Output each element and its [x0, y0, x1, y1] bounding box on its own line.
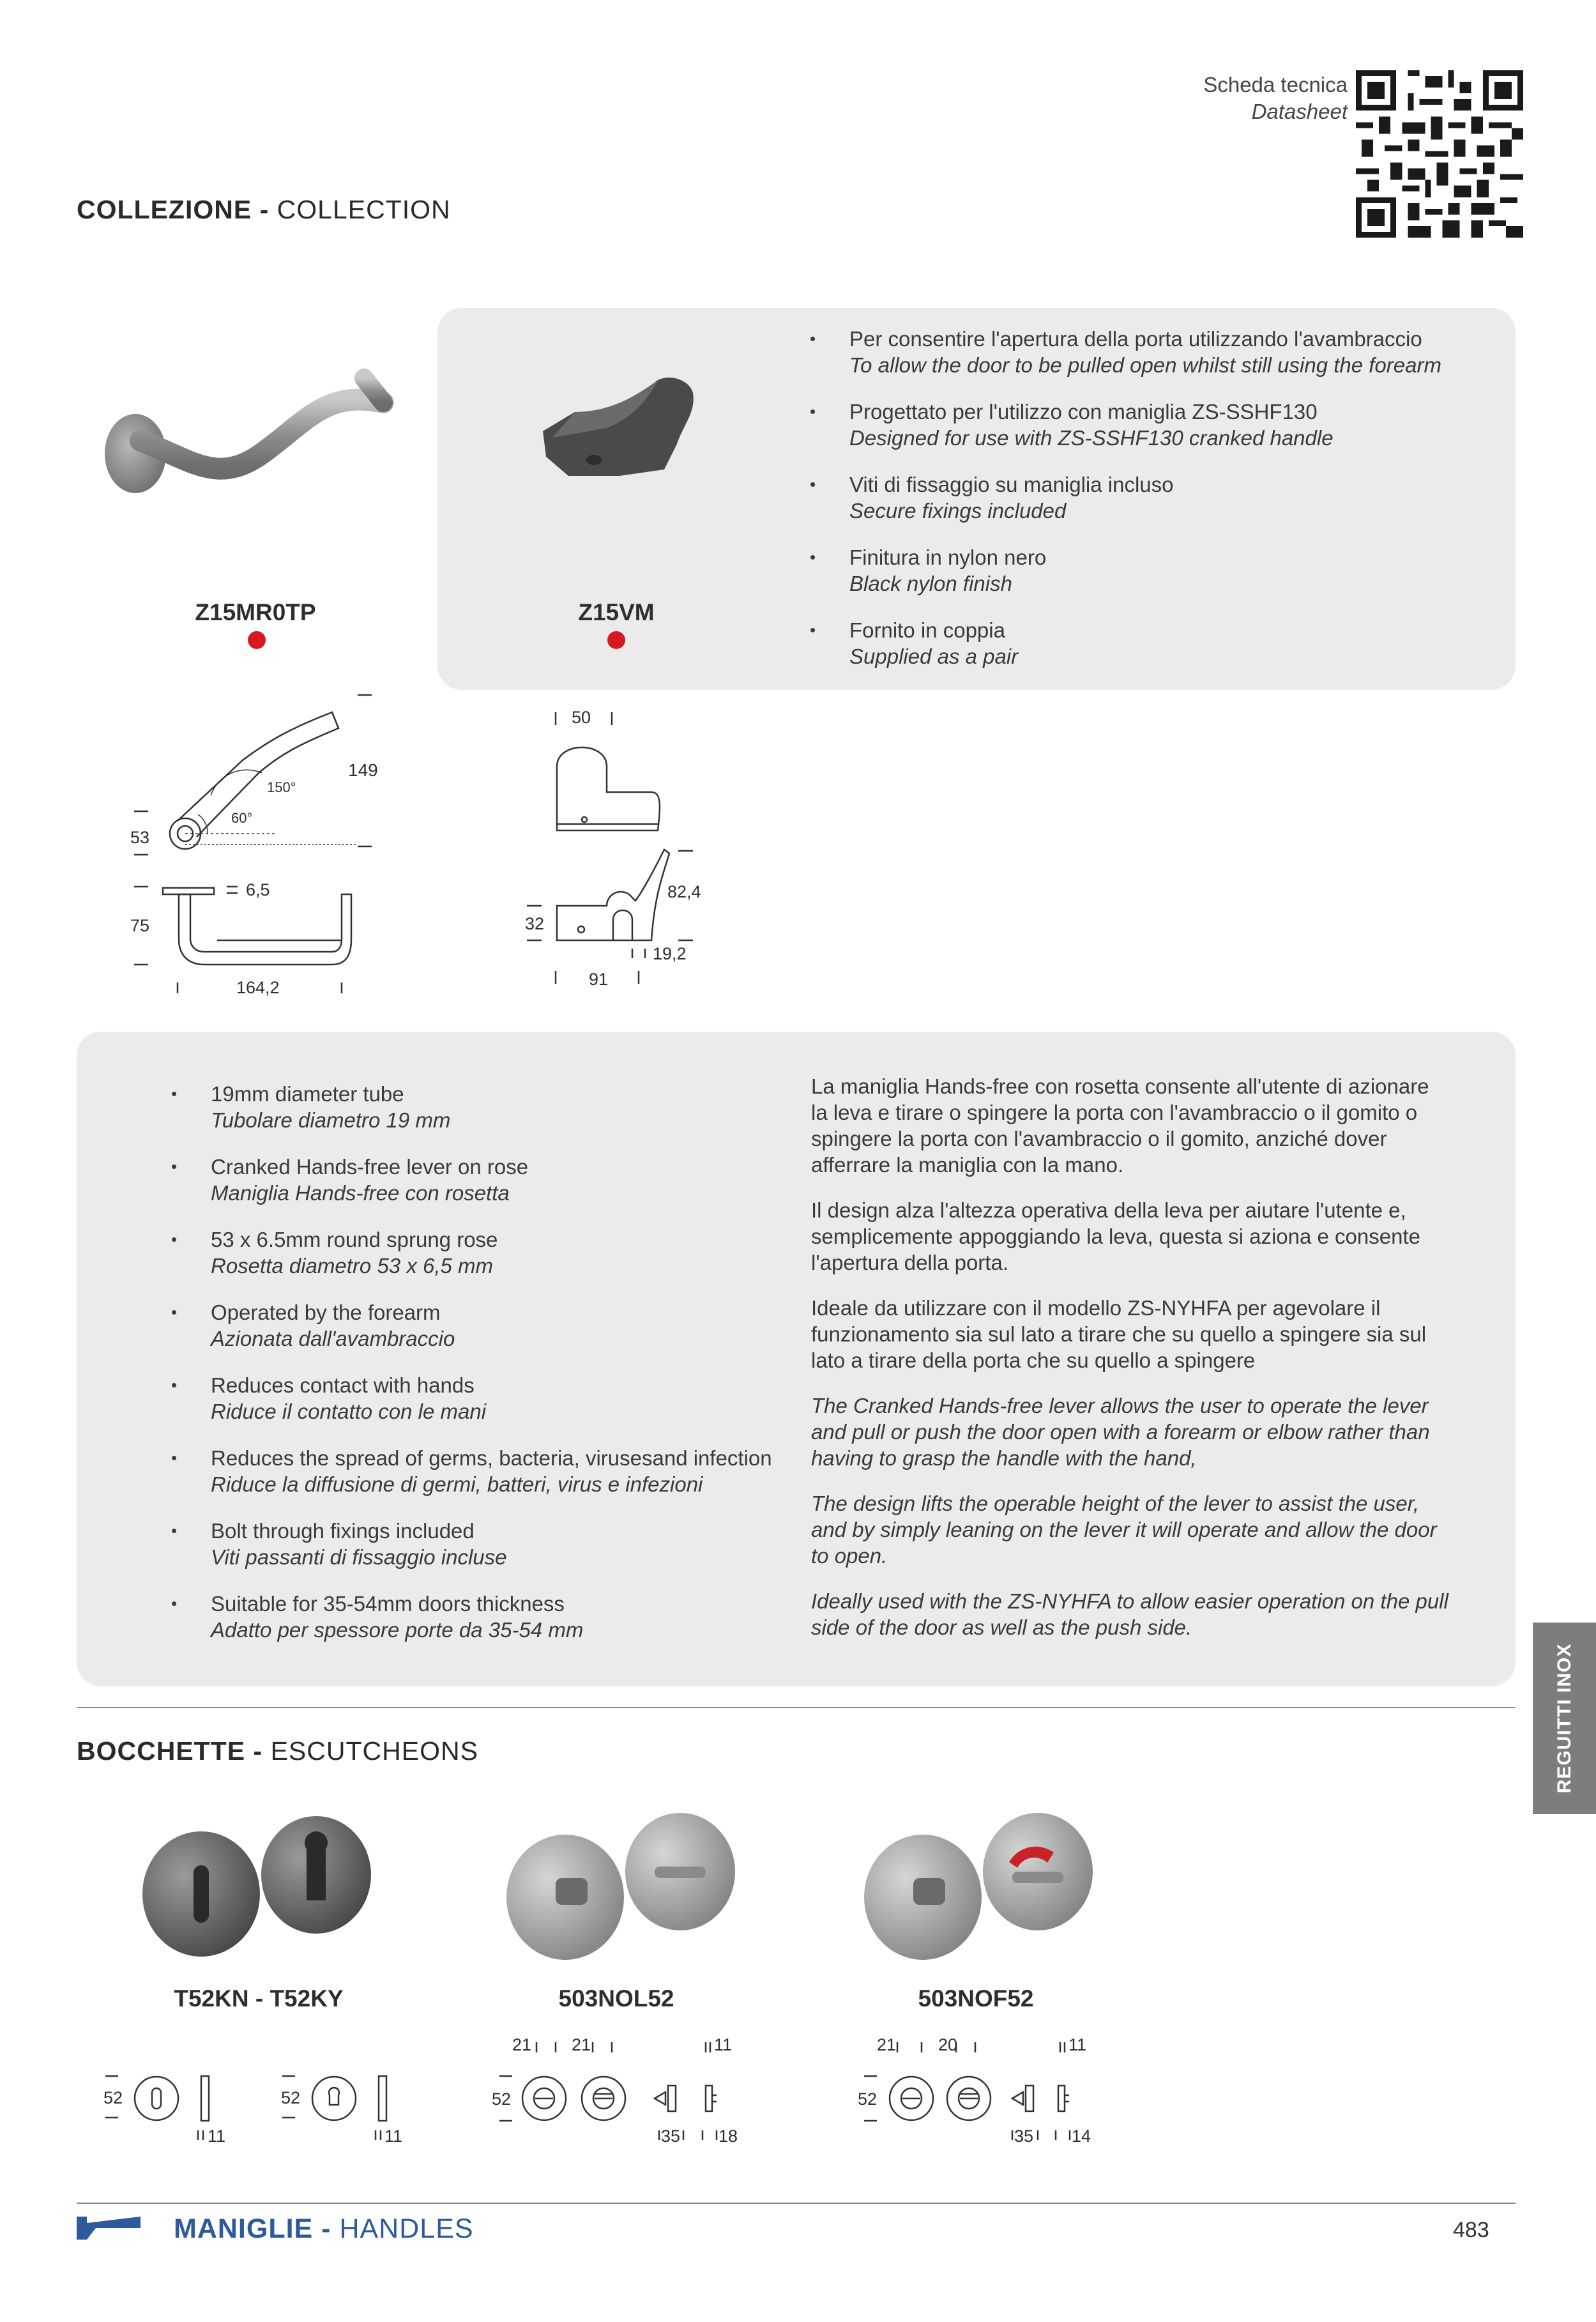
datasheet-label-en: Datasheet	[1251, 100, 1348, 123]
footer-title	[174, 2213, 474, 2245]
escutcheons-title-light: ESCUTCHEONS	[270, 1736, 478, 1766]
list-item: • Reduces contact with hands Riduce il contatto con le mani	[171, 1372, 797, 1425]
dim-width-2: 21	[572, 2035, 591, 2054]
dim-rose-thickness: 6,5	[246, 880, 270, 899]
product-code-503nof52: 503NOF52	[918, 1985, 1034, 2012]
dim-width-2: 20	[938, 2035, 958, 2054]
lever-handle-image	[96, 364, 415, 505]
description-en-2: The design lifts the operable height of the lever to assist the user, and by simply leaning on the lever it will operate and allow the door to open.	[811, 1492, 1437, 1568]
key-escutcheon-drawing	[96, 2035, 428, 2150]
page-number: 483	[1453, 2218, 1489, 2242]
dim-length: 91	[589, 970, 609, 989]
description-it-2: Il design alza l'altezza operativa della leva per aiutare l'utente e, semplicemente appoggiando la leva, questa si aziona e consente l'apertura della porta.	[811, 1198, 1420, 1274]
side-tab[interactable]	[1533, 1623, 1596, 1814]
list-item: • Operated by the forearm Azionata dall'avambraccio	[171, 1299, 797, 1352]
forearm-clip-image	[536, 374, 703, 489]
datasheet-label-it: Scheda tecnica	[1203, 73, 1348, 96]
product-code-z15mr0tp: Z15MR0TP	[195, 599, 316, 625]
dim-gap: 19,2	[653, 944, 687, 963]
dim-height: 82,4	[667, 882, 701, 901]
list-item: • 19mm diameter tube Tubolare diametro 19 mm	[171, 1081, 797, 1133]
escutcheons-title-bold: BOCCHETTE -	[77, 1736, 263, 1766]
dim-height: 149	[348, 760, 378, 780]
z15vm-feature-list	[810, 326, 1512, 690]
dim-projection: 75	[130, 916, 150, 935]
list-item: • Fornito in coppia Supplied as a pair	[810, 617, 1512, 669]
brand-logo-icon	[77, 2214, 141, 2242]
footer-title-bold: MANIGLIE -	[174, 2213, 331, 2244]
dim-rose: 53	[130, 828, 150, 847]
dim-width: 50	[572, 708, 591, 727]
list-item: • Bolt through fixings included Viti passanti di fissaggio incluse	[171, 1518, 797, 1570]
dim-thickness: 11	[208, 2127, 226, 2146]
dim-length: 164,2	[236, 978, 280, 997]
description-text	[811, 1073, 1450, 1660]
dim-width-1: 21	[512, 2035, 532, 2054]
status-dot	[607, 631, 625, 649]
handle-technical-drawing	[121, 684, 402, 997]
product-code-503nol52: 503NOL52	[558, 1985, 674, 2012]
bathroom-turn-release-image	[495, 1801, 750, 1967]
description-en-1: The Cranked Hands-free lever allows the user to operate the lever and pull or push the door open with a forearm or elbow rather than having to grasp the handle with the hand,	[811, 1394, 1430, 1470]
dim-projection-1: 35	[661, 2127, 681, 2146]
list-item: • Suitable for 35-54mm doors thickness Adatto per spessore porte da 35-54 mm	[171, 1591, 797, 1643]
dim-diameter: 52	[858, 2089, 878, 2109]
status-dot	[248, 631, 266, 649]
list-item: • Cranked Hands-free lever on rose Maniglia Hands-free con rosetta	[171, 1154, 797, 1206]
escutcheons-title	[77, 1736, 478, 1766]
clip-technical-drawing	[517, 703, 722, 997]
list-item: • Reduces the spread of germs, bacteria, virusesand infection Riduce la diffusione di germi, batteri, virus e infezioni	[171, 1445, 797, 1497]
collection-title	[77, 195, 451, 225]
description-it-3: Ideale da utilizzare con il modello ZS-NYHFA per agevolare il funzionamento sia sul lato a tirare che su quello a spingere sia sul lato a tirare della porta che su quello a spingere	[811, 1296, 1427, 1372]
indicator-drawing	[853, 2035, 1134, 2150]
collection-title-bold: COLLEZIONE -	[77, 195, 270, 224]
dim-angle-60: 60°	[231, 810, 253, 826]
product-code-t52kn: T52KN - T52KY	[174, 1985, 344, 2012]
main-feature-list	[171, 1081, 797, 1663]
list-item: • 53 x 6.5mm round sprung rose Rosetta diametro 53 x 6,5 mm	[171, 1226, 797, 1279]
turn-release-drawing	[485, 2035, 766, 2150]
dim-diameter: 52	[103, 2088, 123, 2107]
dim-thickness: 11	[1068, 2035, 1087, 2054]
key-escutcheon-image	[131, 1805, 386, 1964]
dim-projection-2: 14	[1072, 2127, 1091, 2146]
dim-thickness: 11	[384, 2127, 403, 2146]
dim-angle-150: 150°	[267, 779, 296, 795]
bathroom-indicator-image	[853, 1801, 1108, 1967]
list-item: • Progettato per l'utilizzo con maniglia ZS-SSHF130 Designed for use with ZS-SSHF130 cranked handle	[810, 399, 1512, 451]
qr-code-icon[interactable]	[1356, 70, 1523, 238]
side-tab-label: REGUITTI INOX	[1553, 1643, 1575, 1794]
footer-title-light: HANDLES	[339, 2213, 474, 2244]
description-it-1: La maniglia Hands-free con rosetta consente all'utente di azionare la leva e tirare o spingere la porta con l'avambraccio o il gomito o spingere la porta con l'avambraccio o il gomito, anziché dover afferrare la maniglia con la mano.	[811, 1074, 1429, 1177]
dim-thickness: 11	[714, 2035, 733, 2054]
list-item: • Per consentire l'apertura della porta utilizzando l'avambraccio To allow the door to be pulled open whilst still using the forearm	[810, 326, 1512, 378]
list-item: • Viti di fissaggio su maniglia incluso Secure fixings included	[810, 471, 1512, 524]
dim-width-1: 21	[877, 2035, 897, 2054]
description-en-3: Ideally used with the ZS-NYHFA to allow easier operation on the pull side of the door as well as the push side.	[811, 1589, 1448, 1639]
list-item: • Finitura in nylon nero Black nylon finish	[810, 544, 1512, 597]
section-divider	[77, 1707, 1516, 1708]
dim-diameter: 52	[281, 2088, 301, 2107]
footer-divider	[77, 2203, 1516, 2204]
dim-diameter: 52	[492, 2089, 512, 2109]
dim-base: 32	[525, 914, 545, 933]
dim-projection-2: 18	[718, 2127, 738, 2146]
collection-title-light: COLLECTION	[277, 195, 451, 224]
dim-projection-1: 35	[1014, 2127, 1034, 2146]
product-code-z15vm: Z15VM	[578, 599, 655, 625]
datasheet-label	[1203, 72, 1348, 125]
